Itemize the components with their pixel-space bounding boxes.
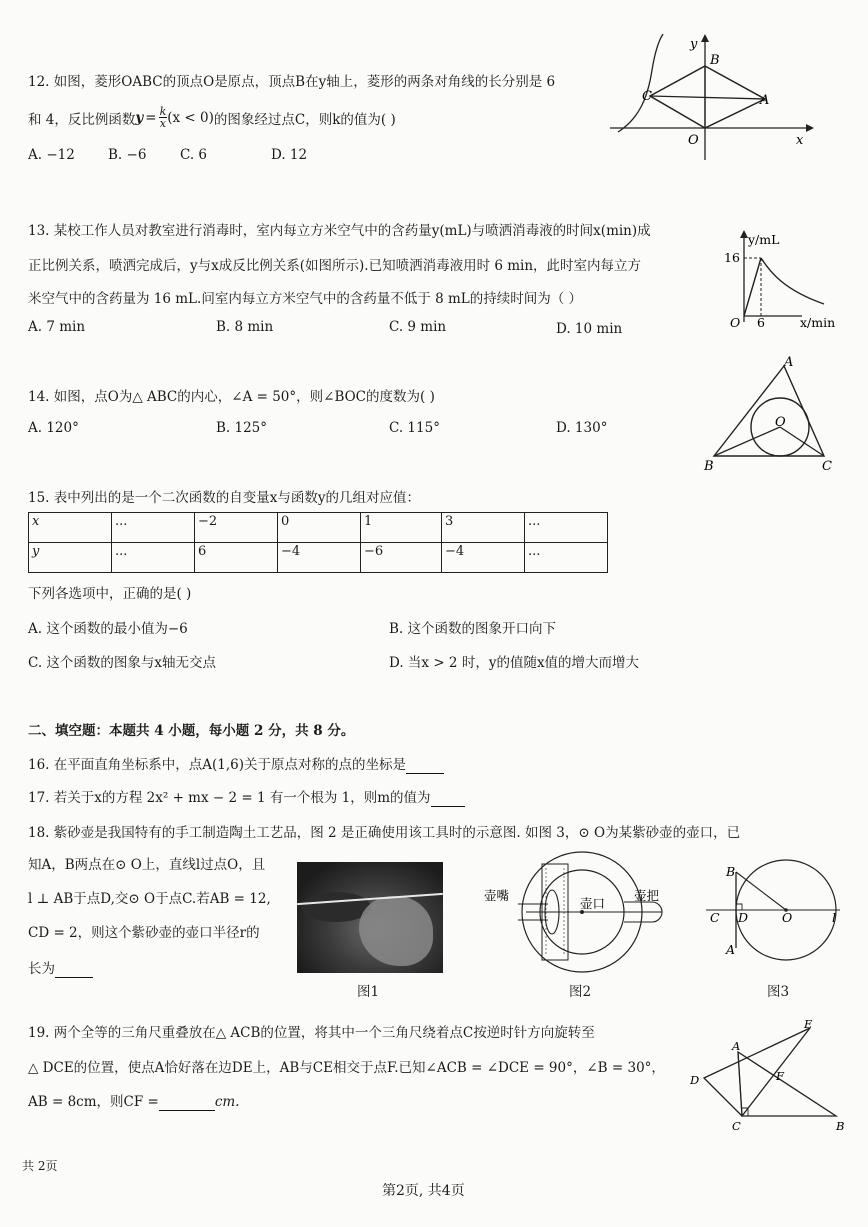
q18-fig3-label-o: O bbox=[782, 910, 793, 925]
q18-figure3 bbox=[700, 858, 850, 973]
q13-fig-ylabel: y/mL bbox=[748, 232, 780, 247]
q18-figure2 bbox=[482, 860, 672, 975]
q15-option-d[interactable]: D. 当x > 2 时，y的值随x值的增大而增大 bbox=[389, 655, 640, 671]
q12-line2 bbox=[28, 106, 396, 129]
q19-line3 bbox=[28, 1090, 239, 1111]
q18-figure1-photo bbox=[297, 862, 443, 973]
table-row bbox=[29, 513, 608, 543]
q13-option-b[interactable]: B. 8 min bbox=[216, 319, 274, 335]
q17-line bbox=[28, 786, 465, 807]
q18-caption-fig1: 图1 bbox=[357, 984, 380, 1000]
q18-fig3-label-l: l bbox=[832, 910, 836, 925]
q18-line2: 知A，B两点在⊙ O上，直线l过点O，且 bbox=[28, 857, 266, 873]
q18-caption-fig3: 图3 bbox=[767, 984, 790, 1000]
q12-frac-den: x bbox=[159, 117, 166, 130]
q13-option-d[interactable]: D. 10 min bbox=[556, 321, 623, 337]
q12-option-d[interactable]: D. 12 bbox=[271, 147, 308, 163]
q19-fig-label-e: E bbox=[804, 1017, 813, 1031]
q19-figure bbox=[686, 1018, 851, 1136]
table-cell: x bbox=[29, 513, 112, 543]
q12-fig-label-a: A bbox=[760, 93, 770, 108]
q19-text-b: cm. bbox=[214, 1094, 240, 1110]
q18-fig3-label-c: C bbox=[710, 910, 720, 925]
q17-text: 17. 若关于x的方程 2x² + mx − 2 = 1 有一个根为 1，则m的值为 bbox=[28, 790, 431, 806]
q18-fig2-label-handle: 壶把 bbox=[634, 888, 660, 903]
q15-option-c[interactable]: C. 这个函数的图象与x轴无交点 bbox=[28, 655, 217, 671]
q15-line1: 15. 表中列出的是一个二次函数的自变量x与函数y的几组对应值： bbox=[28, 490, 421, 506]
q18-answer-blank[interactable] bbox=[55, 961, 93, 978]
q13-fig-xlabel: x/min bbox=[800, 315, 836, 330]
q12-func-y: y bbox=[135, 109, 144, 126]
q19-fig-label-f: F bbox=[776, 1069, 784, 1083]
photo-hand bbox=[359, 896, 433, 966]
q12-line2-end: 的图象经过点C，则k的值为( ) bbox=[213, 111, 396, 128]
q12-option-b[interactable]: B. −6 bbox=[108, 147, 147, 163]
q13-fig-origin: O bbox=[730, 315, 741, 330]
q18-fig2-label-mouth: 壶口 bbox=[580, 896, 606, 911]
q12-fig-label-y: y bbox=[690, 37, 698, 52]
table-cell: ... bbox=[525, 543, 608, 573]
footer-page-total: 共 2页 bbox=[22, 1159, 58, 1173]
q15-option-a[interactable]: A. 这个函数的最小值为−6 bbox=[28, 621, 188, 637]
footer-page-number: 第2页, 共4页 bbox=[382, 1183, 465, 1199]
table-cell: −6 bbox=[361, 543, 442, 573]
q12-option-a[interactable]: A. −12 bbox=[28, 147, 75, 163]
q14-option-a[interactable]: A. 120° bbox=[28, 420, 79, 436]
q15-option-b[interactable]: B. 这个函数的图象开口向下 bbox=[389, 621, 557, 637]
q14-fig-label-o: O bbox=[775, 415, 786, 430]
table-cell: −4 bbox=[442, 543, 525, 573]
q19-answer-blank[interactable] bbox=[159, 1094, 215, 1111]
q12-fig-label-x: x bbox=[796, 133, 804, 148]
q12-frac-num: k bbox=[159, 105, 167, 118]
q18-fig3-label-b: B bbox=[726, 864, 736, 879]
q13-fig-ytick: 16 bbox=[724, 250, 740, 265]
q17-answer-blank[interactable] bbox=[431, 790, 465, 807]
q19-line2: △ DCE的位置，使点A恰好落在边DE上，AB与CE相交于点F.已知∠ACB = ∠DCE = 90°，∠B = 30°， bbox=[28, 1060, 665, 1076]
section-title-fill-in: 二、填空题：本题共 4 小题，每小题 2 分，共 8 分。 bbox=[28, 723, 355, 739]
q14-figure bbox=[700, 352, 850, 477]
q14-fig-label-c: C bbox=[822, 459, 832, 474]
table-cell: 6 bbox=[195, 543, 278, 573]
q14-option-c[interactable]: C. 115° bbox=[389, 420, 440, 436]
table-cell: −4 bbox=[278, 543, 361, 573]
q18-fig3-label-a: A bbox=[726, 942, 736, 957]
q18-text-end: 长为 bbox=[28, 961, 55, 977]
q18-fig2-label-spout: 壶嘴 bbox=[484, 888, 510, 903]
q12-option-c[interactable]: C. 6 bbox=[180, 147, 208, 163]
q16-text: 16. 在平面直角坐标系中，点A(1,6)关于原点对称的点的坐标是 bbox=[28, 757, 407, 773]
q13-line3: 米空气中的含药量为 16 mL.问室内每立方米空气中的含药量不低于 8 mL的持续时间为（ ） bbox=[28, 291, 583, 307]
table-cell: 0 bbox=[278, 513, 361, 543]
q12-fig-label-c: C bbox=[642, 89, 652, 104]
q12-fraction bbox=[159, 106, 168, 129]
q12-func-eq: = bbox=[145, 109, 157, 126]
table-cell: ... bbox=[525, 513, 608, 543]
table-cell: 3 bbox=[442, 513, 525, 543]
q13-fig-xtick: 6 bbox=[757, 315, 765, 330]
q13-option-c[interactable]: C. 9 min bbox=[389, 319, 447, 335]
q12-figure bbox=[610, 30, 820, 160]
q13-figure bbox=[724, 228, 854, 338]
q19-fig-label-a: A bbox=[732, 1039, 741, 1053]
q12-line2-start: 和 4，反比例函数 bbox=[28, 111, 136, 128]
q18-line5 bbox=[28, 957, 93, 978]
table-cell: y bbox=[29, 543, 112, 573]
q15-values-table bbox=[28, 512, 608, 573]
q19-fig-label-c: C bbox=[732, 1119, 741, 1133]
table-cell: −2 bbox=[195, 513, 278, 543]
q14-option-b[interactable]: B. 125° bbox=[216, 420, 268, 436]
q12-func-cond: (x < 0) bbox=[167, 109, 214, 126]
q13-line1: 13. 某校工作人员对教室进行消毒时，室内每立方米空气中的含药量y(mL)与喷洒消毒液的时间x(min)成 bbox=[28, 223, 651, 239]
q12-fig-label-o: O bbox=[688, 133, 699, 148]
q15-line2: 下列各选项中，正确的是( ) bbox=[28, 586, 192, 602]
q19-fig-label-d: D bbox=[690, 1073, 700, 1087]
q18-caption-fig2: 图2 bbox=[569, 984, 592, 1000]
q14-line1: 14. 如图，点O为△ ABC的内心，∠A = 50°，则∠BOC的度数为( ) bbox=[28, 389, 435, 405]
table-cell: ... bbox=[112, 543, 195, 573]
q18-fig3-label-d: D bbox=[738, 910, 749, 925]
table-cell: 1 bbox=[361, 513, 442, 543]
q13-option-a[interactable]: A. 7 min bbox=[28, 319, 86, 335]
q16-answer-blank[interactable] bbox=[406, 757, 444, 774]
q19-text-a: AB = 8cm，则CF = bbox=[28, 1094, 159, 1110]
q14-fig-label-a: A bbox=[784, 355, 794, 370]
q19-line1: 19. 两个全等的三角尺重叠放在△ ACB的位置，将其中一个三角尺绕着点C按逆时针方向旋转至 bbox=[28, 1025, 595, 1041]
q16-line bbox=[28, 753, 444, 774]
q12-fig-label-b: B bbox=[710, 53, 720, 68]
q18-line1: 18. 紫砂壶是我国特有的手工制造陶土工艺品，图 2 是正确使用该工具时的示意图. 如图 3，⊙ O为某紫砂壶的壶口，已 bbox=[28, 825, 741, 841]
q18-line3: l ⊥ AB于点D,交⊙ O于点C.若AB = 12, bbox=[28, 891, 271, 907]
q14-option-d[interactable]: D. 130° bbox=[556, 420, 608, 436]
q18-line4: CD = 2，则这个紫砂壶的壶口半径r的 bbox=[28, 925, 260, 941]
q14-fig-label-b: B bbox=[704, 459, 714, 474]
q13-line2: 正比例关系，喷洒完成后，y与x成反比例关系(如图所示).已知喷洒消毒液用时 6 min，此时室内每立方 bbox=[28, 258, 642, 274]
table-row bbox=[29, 543, 608, 573]
q12-line1: 12. 如图，菱形OABC的顶点O是原点，顶点B在y轴上，菱形的两条对角线的长分别是 6 bbox=[28, 74, 556, 90]
table-cell: ... bbox=[112, 513, 195, 543]
q19-fig-label-b: B bbox=[836, 1119, 845, 1133]
